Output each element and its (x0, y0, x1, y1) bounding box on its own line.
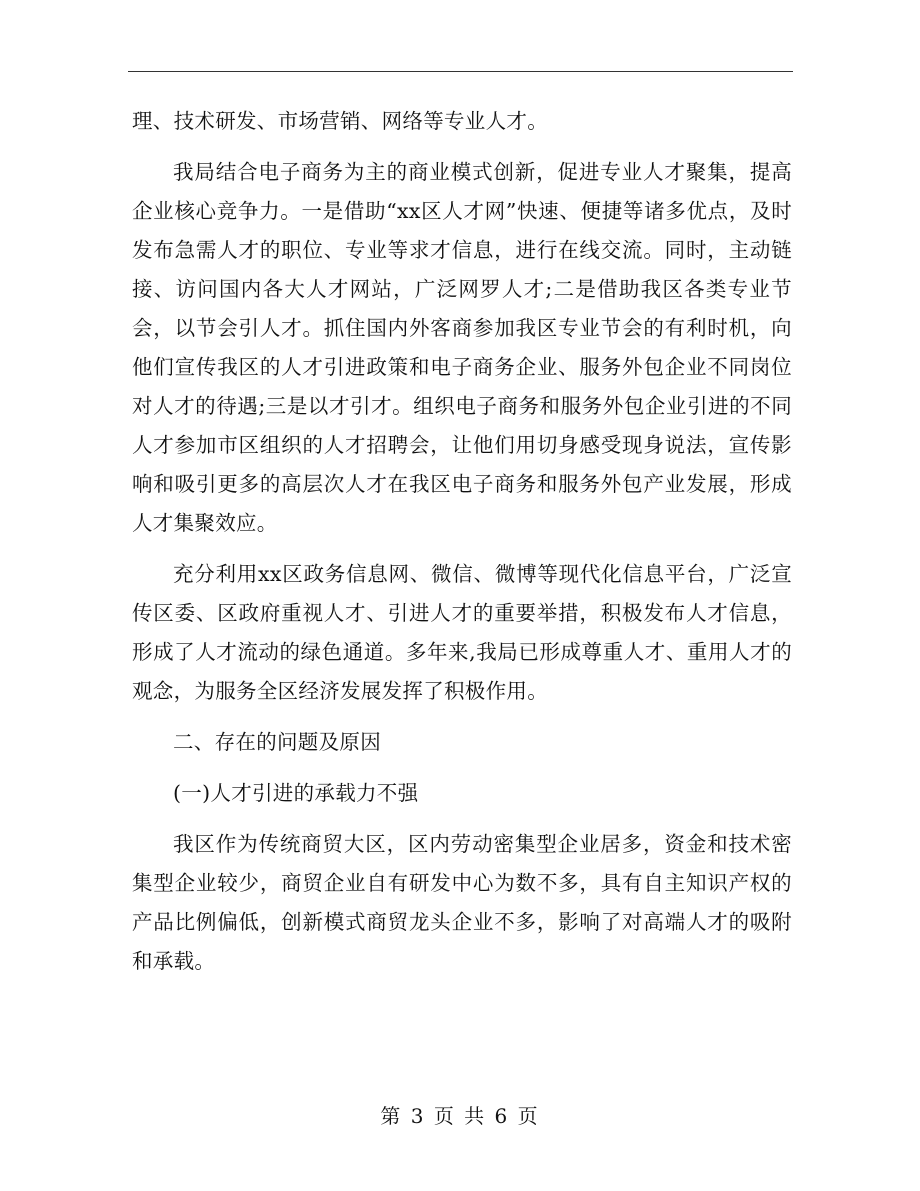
document-body (132, 102, 792, 981)
header-divider (128, 71, 793, 72)
section-heading: 二、存在的问题及原因 (173, 730, 381, 754)
subsection-heading: (一)人才引进的承载力不强 (173, 781, 419, 805)
paragraph-1: 理、技术研发、市场营销、网络等专业人才。 (132, 109, 548, 133)
paragraph-2: 我局结合电子商务为主的商业模式创新，促进专业人才聚集，提高企业核心竞争力。一是借助“xx区人才网”快速、便捷等诸多优点，及时发布急需人才的职位、专业等求才信息，进行在线交流。同时，主动链接、访问国内各大人才网站，广泛网罗人才;二是借助我区各类专业节会，以节会引人才。抓住国内外客商参加我区专业节会的有利时机，向他们宣传我区的人才引进政策和电子商务企业、服务外包企业不同岗位对人才的待遇;三是以才引才。组织电子商务和服务外包企业引进的不同人才参加市区组织的人才招聘会，让他们用切身感受现身说法，宣传影响和吸引更多的高层次人才在我区电子商务和服务外包产业发展，形成人才集聚效应。 (132, 160, 792, 535)
page-number-footer: 第 3 页 共 6 页 (380, 1104, 540, 1128)
paragraph-4: 我区作为传统商贸大区，区内劳动密集型企业居多，资金和技术密集型企业较少，商贸企业自有研发中心为数不多，具有自主知识产权的产品比例偏低，创新模式商贸龙头企业不多，影响了对高端人才的吸附和承载。 (132, 832, 792, 973)
paragraph-3: 充分利用xx区政务信息网、微信、微博等现代化信息平台，广泛宣传区委、区政府重视人才、引进人才的重要举措，积极发布人才信息，形成了人才流动的绿色通道。多年来,我局已形成尊重人才、重用人才的观念，为服务全区经济发展发挥了积极作用。 (132, 562, 792, 703)
